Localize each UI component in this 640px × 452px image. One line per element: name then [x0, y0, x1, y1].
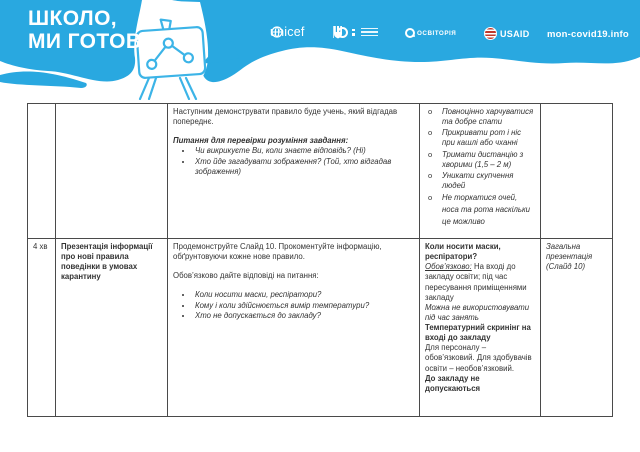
- cell-activity: [168, 104, 420, 239]
- logo-separator: [333, 26, 334, 38]
- unicef-globe-icon: [270, 25, 284, 39]
- osvitoria-logo: [405, 28, 456, 38]
- activity-heading: Питання для перевірки розуміння завдання:: [173, 136, 349, 146]
- activity-paragraph: Продемонструйте Слайд 10. Прокоментуйте інформацію, обґрунтовуючи кожне нове правило.: [173, 242, 382, 262]
- list-item: o Повноцінно харчуватися та добре спати: [425, 107, 535, 127]
- cell-time: 4 хв: [28, 239, 56, 417]
- list-item: • Чи викрикуєте Ви, коли знаєте відповідь? (Ні): [193, 146, 414, 156]
- osvitoria-logo-label: ОСВІТОРІЯ: [417, 29, 457, 37]
- content-note: Можна не використовувати під час занять: [425, 302, 530, 322]
- cell-time: [28, 104, 56, 239]
- activity-questions-list: [173, 146, 414, 176]
- table-row: [28, 239, 613, 417]
- content-heading: До закладу не допускаються: [425, 373, 481, 393]
- cell-topic: [56, 104, 168, 239]
- activity-questions-list: [173, 290, 414, 320]
- content-paragraph: Для персоналу – обов’язковий. Для здобувачів освіти – необов’язковий.: [425, 343, 532, 373]
- osvitoria-ring-icon: [405, 28, 415, 38]
- list-item: o Тримати дистанцію з хворими (1,5 – 2 м): [425, 150, 535, 170]
- content-paragraph: [425, 262, 535, 303]
- usaid-logo-label: USAID: [500, 28, 530, 39]
- content-heading: Коли носити маски, респіратори?: [425, 242, 501, 262]
- campaign-title-line2: МИ ГОТОВІ: [28, 29, 148, 53]
- site-url: mon-covid19.info: [547, 29, 629, 40]
- usaid-logo: [484, 27, 530, 40]
- cell-topic: Презентація інформації про нові правила поведінки в умовах карантину: [56, 239, 168, 417]
- list-item: • Хто не допускається до закладу?: [193, 311, 414, 321]
- unicef-logo: [270, 25, 305, 39]
- mon-ministry-logo: [333, 26, 378, 38]
- campaign-title-line1: ШКОЛО,: [28, 7, 118, 30]
- header-banner: [0, 0, 640, 100]
- content-text: На вході до закладу освіти; під час пересування приміщеннями закладу: [425, 262, 527, 302]
- rules-list: [425, 107, 535, 228]
- list-item: o Прикривати рот і ніс при кашлі або чханні: [425, 128, 535, 148]
- list-item: • Хто йде загадувати зображення? (Той, хто відгадав зображення): [193, 157, 414, 177]
- activity-paragraph: Обов’язково дайте відповіді на питання:: [173, 271, 319, 281]
- list-item: • Коли носити маски, респіратори?: [193, 290, 414, 300]
- cell-activity: [168, 239, 420, 417]
- cell-content: [420, 239, 541, 417]
- mon-colon-icon: [352, 29, 355, 36]
- unicef-logo-label: unicef: [270, 25, 305, 39]
- lesson-plan-table: [27, 103, 613, 417]
- usaid-seal-icon: [484, 27, 497, 40]
- cell-content: [420, 104, 541, 239]
- activity-paragraph: Наступним демонструвати правило буде учень, який відгадав попереднє.: [173, 107, 398, 127]
- partner-logos: [0, 0, 640, 60]
- list-item: • Кому і коли здійснюється вимір температури?: [193, 301, 414, 311]
- cell-resources: Загальна презентація (Слайд 10): [541, 239, 613, 417]
- table-row: [28, 104, 613, 239]
- tryzub-icon: [333, 26, 343, 39]
- content-label: Обов’язково:: [425, 262, 472, 272]
- mon-text-lines: [361, 28, 378, 37]
- content-heading: Температурний скринінг на вході до закладу: [425, 323, 531, 343]
- list-item: o Не торкатися очей, носа та рота наскільки це можливо: [425, 192, 535, 228]
- cell-resources: [541, 104, 613, 239]
- list-item: o Уникати скупчення людей: [425, 171, 535, 191]
